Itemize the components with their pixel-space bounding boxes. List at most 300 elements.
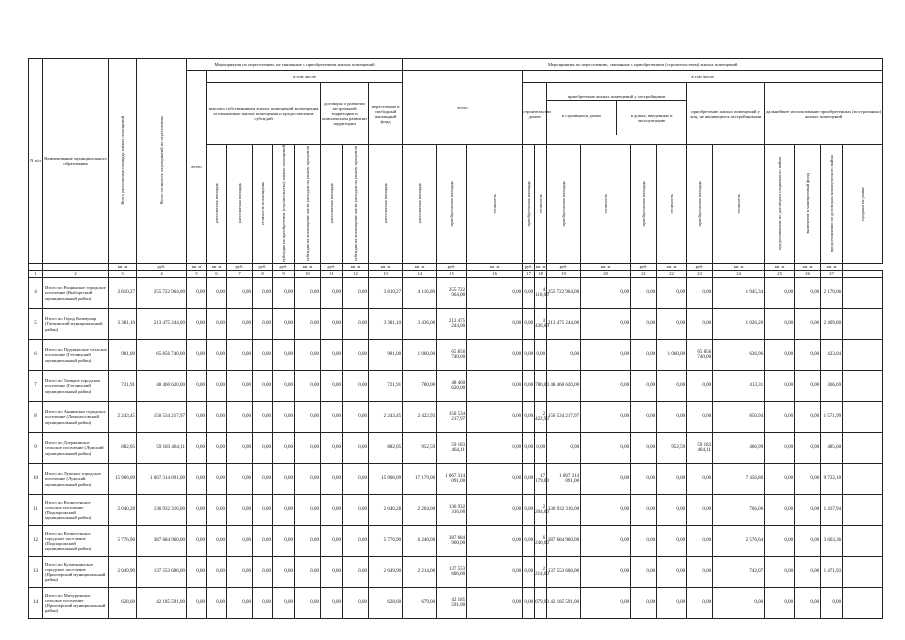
municipality-name: Итого по Рощинское городское поселение (Выборгский муниципальный район) (43, 277, 109, 308)
cell-c20: 0,00 (581, 401, 631, 432)
unit-cell: руб. (253, 263, 273, 270)
cell-c9: 0,00 (273, 587, 295, 618)
cell-c16: 0,00 (467, 432, 523, 463)
cell-c11: 0,00 (321, 339, 343, 370)
cell-area: 2 040,28 (109, 494, 137, 525)
cell-spacer (843, 587, 883, 618)
index-cell: 15 (437, 270, 467, 277)
cell-c7: 0,00 (227, 525, 253, 556)
row-number: 10 (29, 463, 43, 494)
cell-c27: 1 471,93 (821, 556, 843, 587)
cell-c10: 0,00 (295, 494, 321, 525)
cell-spacer (843, 525, 883, 556)
cell-c21: 0,00 (631, 525, 657, 556)
g2-use-label: дальнейшее использование приобретенных (построенных) жилых помещений (766, 108, 882, 119)
cell-c8: 0,00 (253, 401, 273, 432)
index-cell: 7 (227, 270, 253, 277)
h6 (227, 145, 253, 264)
cell-c7: 0,00 (227, 587, 253, 618)
cell-c12: 0,00 (343, 370, 369, 401)
group2-label: Мероприятия по переселению, связанные с приобретением (строительством) жилых помещений (547, 62, 738, 67)
municipality-name: Итого по Мичуринское сельское поселение (Приозерский муниципальный район) (43, 587, 109, 618)
cell-c13: 981,00 (369, 339, 403, 370)
cell-c13: 15 906,09 (369, 463, 403, 494)
cell-c11: 0,00 (321, 587, 343, 618)
col-cost-label: Всего стоимость мероприятий по переселению (159, 116, 164, 205)
cell-c11: 0,00 (321, 494, 343, 525)
unit-cell: кв. м (765, 263, 795, 270)
cell-c21: 0,00 (631, 401, 657, 432)
h10-label: расселяемая площадь (329, 183, 334, 224)
g2-use-header (765, 83, 883, 145)
h14-label: приобретаемая площадь (449, 180, 455, 227)
cell-c9: 0,00 (273, 494, 295, 525)
cell-c17: 0,00 (523, 339, 535, 370)
cell-c8: 0,00 (253, 432, 273, 463)
cell-c13: 628,60 (369, 587, 403, 618)
g1-incl-header (207, 71, 403, 83)
cell-c14: 2 204,00 (403, 494, 437, 525)
cell-c21: 0,00 (631, 494, 657, 525)
cell-c26: 0,00 (795, 463, 821, 494)
cell-c10: 0,00 (295, 277, 321, 308)
cell-c14: 4 116,00 (403, 277, 437, 308)
cell-c14: 2 214,00 (403, 556, 437, 587)
cell-c11: 0,00 (321, 556, 343, 587)
cell-c13: 5 776,90 (369, 525, 403, 556)
cell-c21: 0,00 (631, 277, 657, 308)
g1-fund-header (369, 83, 403, 145)
unit-cell: руб. (227, 263, 253, 270)
cell-c8: 0,00 (253, 556, 273, 587)
cell-c27: 3 663,36 (821, 525, 843, 556)
index-cell: 12 (343, 270, 369, 277)
cell-c26: 0,00 (795, 339, 821, 370)
cell-c13: 3 381,10 (369, 308, 403, 339)
cell-c16: 0,00 (467, 401, 523, 432)
cell-c17: 0,00 (523, 308, 535, 339)
cell-c12: 0,00 (343, 494, 369, 525)
cell-c5: 0,00 (187, 308, 207, 339)
cell-c26: 0,00 (795, 370, 821, 401)
cell-c22: 0,00 (657, 308, 687, 339)
cell-c25: 0,00 (765, 432, 795, 463)
g1-payment-label: выплата собственникам жилых помещений возмещения за изымаемые жилые помещения и предоставление субсидий (208, 106, 319, 121)
cell-area: 882,05 (109, 432, 137, 463)
table-row (29, 494, 883, 525)
unit-cell: руб. (631, 263, 657, 270)
cell-area: 2 243,45 (109, 401, 137, 432)
document-table-sheet (28, 58, 882, 614)
cell-c18: 679,00 (535, 587, 547, 618)
index-cell: 25 (765, 270, 795, 277)
cell-c20: 0,00 (581, 525, 631, 556)
cell-c25: 0,00 (765, 494, 795, 525)
unit-cell: руб. (321, 263, 343, 270)
cell-c11: 0,00 (321, 370, 343, 401)
municipality-name: Итого по Пудомягское сельское поселение (Гатчинский муниципальный район) (43, 339, 109, 370)
cell-c19: 137 553 606,00 (547, 556, 581, 587)
cell-c7: 0,00 (227, 556, 253, 587)
index-cell: 10 (295, 270, 321, 277)
unit-cell: кв. м (187, 263, 207, 270)
cell-c20: 0,00 (581, 587, 631, 618)
cell-c18: 4 116,00 (535, 277, 547, 308)
cell-c8: 0,00 (253, 494, 273, 525)
unit-cell (29, 263, 43, 270)
cell-c23: 0,00 (687, 277, 713, 308)
col-area-header (109, 59, 137, 264)
row-number: 7 (29, 370, 43, 401)
h23 (713, 145, 765, 264)
index-cell: 16 (467, 270, 523, 277)
group2-header (403, 59, 883, 71)
h11 (343, 145, 369, 264)
unit-cell: руб. (437, 263, 467, 270)
h9 (295, 145, 321, 264)
unit-cell: руб. (523, 263, 535, 270)
g1-total-label: всего (191, 164, 202, 170)
cell-c20: 0,00 (581, 339, 631, 370)
cell-c19: 42 185 591,00 (547, 587, 581, 618)
cell-c12: 0,00 (343, 556, 369, 587)
cell-c18: 780,00 (535, 370, 547, 401)
index-cell: 23 (687, 270, 713, 277)
cell-c24: 7 456,80 (713, 463, 765, 494)
h6-label: расселяемая площадь (237, 183, 242, 224)
cell-c5: 0,00 (187, 525, 207, 556)
cell-spacer (843, 370, 883, 401)
cell-c23: 59 183 464,11 (687, 432, 713, 463)
unit-cell: кв. м (535, 264, 546, 270)
cell-c6: 0,00 (207, 463, 227, 494)
group1-header (187, 59, 403, 71)
cell-c22: 1 060,00 (657, 339, 687, 370)
h17 (535, 145, 547, 264)
index-cell: 27 (821, 270, 843, 277)
cell-c27: 0,00 (821, 587, 843, 618)
cell-c6: 0,00 (207, 308, 227, 339)
cell-spacer (843, 556, 883, 587)
cell-c16: 0,00 (467, 370, 523, 401)
cell-c16: 0,00 (467, 463, 523, 494)
cell-c15: 255 722 964,00 (437, 277, 467, 308)
cell-c12: 0,00 (343, 525, 369, 556)
unit-cell: кв. м (109, 263, 137, 270)
cell-c25: 0,00 (765, 463, 795, 494)
h26-label: предоставление по договорам коммерческого найма (829, 154, 835, 253)
cell-spacer (843, 401, 883, 432)
unit-cell: кв. м (295, 263, 321, 270)
cell-c5: 0,00 (187, 401, 207, 432)
row-number: 6 (29, 339, 43, 370)
cell-cost: 137 553 606,00 (137, 556, 187, 587)
index-cell: 17 (523, 270, 535, 277)
row-number: 5 (29, 308, 43, 339)
cell-c6: 0,00 (207, 494, 227, 525)
cell-c12: 0,00 (343, 463, 369, 494)
municipality-name: Итого по Вознесенское городское поселение (Подпорожский муниципальный район) (43, 525, 109, 556)
cell-c11: 0,00 (321, 308, 343, 339)
municipality-name: Итого по Кузнечнинское городское поселение (Приозерский муниципальный район) (43, 556, 109, 587)
cell-area: 15 906,09 (109, 463, 137, 494)
cell-c24: 742,07 (713, 556, 765, 587)
cell-c6: 0,00 (207, 587, 227, 618)
row-number: 14 (29, 587, 43, 618)
cell-c15: 59 183 464,11 (437, 432, 467, 463)
cell-c16: 0,00 (467, 556, 523, 587)
table-row (29, 339, 883, 370)
cell-c15: 387 684 960,00 (437, 525, 467, 556)
col-area-label: Всего расселяемая площадь жилых помещений (120, 116, 125, 205)
index-cell: 21 (631, 270, 657, 277)
cell-c10: 0,00 (295, 463, 321, 494)
cell-c19: 387 684 960,00 (547, 525, 581, 556)
h15-label: стоимость (492, 193, 498, 214)
cell-area: 721,91 (109, 370, 137, 401)
cell-c26: 0,00 (795, 587, 821, 618)
cell-c21: 0,00 (631, 556, 657, 587)
cell-c8: 0,00 (253, 370, 273, 401)
cell-c18: 2 214,00 (535, 556, 547, 587)
municipality-name: Итого по Таицкое городское поселение (Гатчинский муниципальный район) (43, 370, 109, 401)
cell-c25: 0,00 (765, 556, 795, 587)
cell-c12: 0,00 (343, 339, 369, 370)
cell-c9: 0,00 (273, 463, 295, 494)
cell-c9: 0,00 (273, 401, 295, 432)
cell-c20: 0,00 (581, 494, 631, 525)
h19 (581, 145, 631, 264)
cell-c16: 0,00 (467, 277, 523, 308)
cell-c10: 0,00 (295, 401, 321, 432)
cell-c15: 65 856 740,00 (437, 339, 467, 370)
cell-c11: 0,00 (321, 401, 343, 432)
cell-c24: 850,94 (713, 401, 765, 432)
cell-c23: 0,00 (687, 308, 713, 339)
cell-c14: 1 060,00 (403, 339, 437, 370)
cell-c25: 0,00 (765, 401, 795, 432)
index-cell: 20 (581, 270, 631, 277)
h13 (403, 145, 437, 264)
cell-c8: 0,00 (253, 308, 273, 339)
cell-c18: 3 436,00 (535, 308, 547, 339)
h21-label: стоимость (669, 193, 675, 214)
table-row (29, 463, 883, 494)
cell-cost: 213 475 244,00 (137, 308, 187, 339)
cell-c9: 0,00 (273, 277, 295, 308)
cell-c15: 42 185 591,00 (437, 587, 467, 618)
row-number: 4 (29, 277, 43, 308)
cell-cost: 387 684 960,00 (137, 525, 187, 556)
cell-c25: 0,00 (765, 370, 795, 401)
index-cell: 6 (207, 270, 227, 277)
cell-c22: 0,00 (657, 587, 687, 618)
g2-build-header (523, 83, 552, 145)
index-cell (843, 270, 883, 277)
cell-c27: 2 409,80 (821, 308, 843, 339)
cell-c5: 0,00 (187, 587, 207, 618)
cell-cost: 59 183 464,11 (137, 432, 187, 463)
cell-c7: 0,00 (227, 308, 253, 339)
unit-cell: кв. м (581, 263, 631, 270)
cell-c17: 0,00 (523, 277, 535, 308)
unit-cell: кв. м (369, 263, 403, 270)
cell-c15: 137 553 606,00 (437, 556, 467, 587)
cell-spacer (843, 277, 883, 308)
cell-c24: 1 945,34 (713, 277, 765, 308)
cell-c7: 0,00 (227, 277, 253, 308)
cell-cost: 42 185 591,00 (137, 587, 187, 618)
cell-c17: 0,00 (523, 370, 535, 401)
cell-c19: 0,00 (547, 432, 581, 463)
index-cell: 2 (43, 270, 109, 277)
cell-c5: 0,00 (187, 277, 207, 308)
cell-c7: 0,00 (227, 494, 253, 525)
units-row (29, 263, 883, 270)
cell-c22: 952,59 (657, 432, 687, 463)
cell-c14: 2 422,93 (403, 401, 437, 432)
cell-c14: 952,59 (403, 432, 437, 463)
cell-c20: 0,00 (581, 308, 631, 339)
cell-c8: 0,00 (253, 277, 273, 308)
g1-payment-header (207, 83, 321, 145)
cell-c11: 0,00 (321, 463, 343, 494)
cell-c13: 2 243,45 (369, 401, 403, 432)
col-n-header (29, 59, 43, 264)
cell-cost: 150 534 217,97 (137, 401, 187, 432)
cell-c16: 0,00 (467, 339, 523, 370)
cell-c23: 0,00 (687, 494, 713, 525)
cell-c10: 0,00 (295, 525, 321, 556)
cell-c9: 0,00 (273, 556, 295, 587)
h27-label: продажа на рынке (860, 186, 866, 221)
h13-label: расселяемая площадь (417, 183, 423, 224)
cell-c27: 423,04 (821, 339, 843, 370)
h18-label: приобретаемая площадь (561, 180, 567, 227)
cell-c15: 136 932 316,00 (437, 494, 467, 525)
col-n-label: N п/п (30, 158, 41, 164)
index-cell: 11 (321, 270, 343, 277)
cell-c13: 882,05 (369, 432, 403, 463)
cell-c8: 0,00 (253, 463, 273, 494)
cell-c19: 1 067 314 091,00 (547, 463, 581, 494)
cell-c5: 0,00 (187, 432, 207, 463)
h7-label: стоимость возмещения (260, 181, 265, 226)
cell-c6: 0,00 (207, 525, 227, 556)
index-cell: 1 (29, 270, 43, 277)
cell-c6: 0,00 (207, 370, 227, 401)
cell-c15: 48 460 620,00 (437, 370, 467, 401)
cell-c23: 65 856 740,00 (687, 339, 713, 370)
cell-c5: 0,00 (187, 463, 207, 494)
h15 (467, 145, 523, 264)
index-cell: 8 (253, 270, 273, 277)
cell-c7: 0,00 (227, 401, 253, 432)
cell-cost: 1 067 314 091,00 (137, 463, 187, 494)
cell-c19: 48 460 620,00 (547, 370, 581, 401)
g1-total-header (187, 71, 207, 264)
cell-c17: 0,00 (523, 432, 535, 463)
table-row (29, 587, 883, 618)
h14 (437, 145, 467, 264)
cell-c23: 0,00 (687, 587, 713, 618)
cell-c18: 0,00 (535, 432, 547, 463)
unit-cell: руб. (687, 263, 713, 270)
h21 (657, 145, 687, 264)
cell-c19: 150 534 217,97 (547, 401, 581, 432)
cell-spacer (843, 463, 883, 494)
g2-buy-new-label: в строящихся домах (547, 101, 617, 135)
cell-c18: 0,00 (535, 339, 547, 370)
h9-label: субсидия на возмещение части расходов на уплату процентов (305, 145, 310, 262)
cell-c17: 0,00 (523, 494, 535, 525)
index-cell: 14 (403, 270, 437, 277)
cell-c26: 0,00 (795, 432, 821, 463)
cell-c27: 2 170,66 (821, 277, 843, 308)
cell-c10: 0,00 (295, 339, 321, 370)
unit-cell: кв. м (795, 263, 821, 270)
cell-c24: 2 576,64 (713, 525, 765, 556)
table-row (29, 556, 883, 587)
cell-c21: 0,00 (631, 370, 657, 401)
table-row (29, 370, 883, 401)
g2-buy-label: приобретение жилых помещений у застройщиков (547, 93, 686, 101)
unit-cell: кв. м (403, 263, 437, 270)
cell-c7: 0,00 (227, 370, 253, 401)
cell-c9: 0,00 (273, 370, 295, 401)
cell-c15: 213 475 244,00 (437, 308, 467, 339)
table-row (29, 277, 883, 308)
cell-c13: 3 810,27 (369, 277, 403, 308)
municipality-name: Итого по Аннинское городское поселение (Ломоносовский муниципальный район) (43, 401, 109, 432)
h19-label: стоимость (603, 193, 609, 214)
cell-c25: 0,00 (765, 308, 795, 339)
cell-c27: 366,69 (821, 370, 843, 401)
unit-cell: руб. (273, 263, 295, 270)
cell-c9: 0,00 (273, 432, 295, 463)
h22 (687, 145, 713, 264)
cell-c23: 0,00 (687, 525, 713, 556)
cell-c18: 2 204,00 (535, 494, 547, 525)
cell-c16: 0,00 (467, 308, 523, 339)
cell-c22: 0,00 (657, 463, 687, 494)
group1-label: Мероприятия по переселению, не связанные с приобретением жилых помещений (214, 62, 375, 67)
g2-total-label: всего (457, 105, 468, 110)
cell-c5: 0,00 (187, 339, 207, 370)
cell-c10: 0,00 (295, 370, 321, 401)
index-row (29, 270, 883, 277)
row-number: 12 (29, 525, 43, 556)
cell-c8: 0,00 (253, 525, 273, 556)
cell-c17: 0,00 (523, 401, 535, 432)
index-cell: 3 (109, 270, 137, 277)
cell-c6: 0,00 (207, 339, 227, 370)
cell-c13: 2 040,28 (369, 494, 403, 525)
cell-c21: 0,00 (631, 587, 657, 618)
cell-area: 3 810,27 (109, 277, 137, 308)
cell-area: 5 776,90 (109, 525, 137, 556)
cell-c18: 2 422,93 (535, 401, 547, 432)
h23-label: стоимость (736, 193, 742, 214)
cell-c20: 0,00 (581, 432, 631, 463)
cell-c27: 9 722,10 (821, 463, 843, 494)
table-row (29, 401, 883, 432)
cell-c9: 0,00 (273, 525, 295, 556)
g2-buy-other-label: приобретение жилых помещений у лиц, не являющихся застройщиками (689, 108, 762, 119)
cell-c5: 0,00 (187, 370, 207, 401)
row-number: 9 (29, 432, 43, 463)
index-cell: 24 (713, 270, 765, 277)
